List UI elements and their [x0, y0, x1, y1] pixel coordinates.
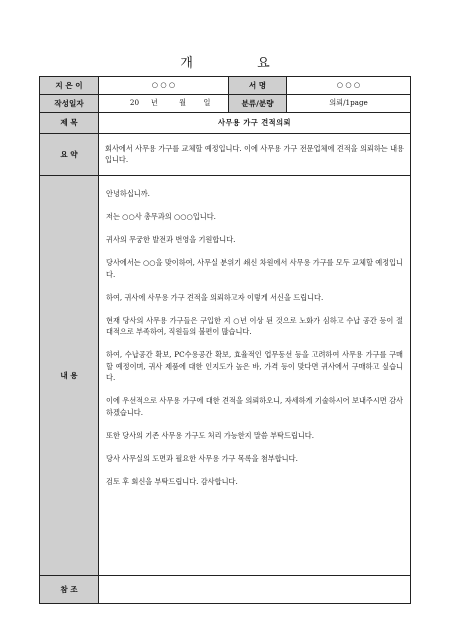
author-row — [40, 77, 411, 95]
subject-row — [40, 113, 411, 134]
content-paragraph: 귀사의 무궁한 발전과 번영을 기원합니다. — [106, 235, 236, 245]
category-label: 분류/분량 — [229, 95, 287, 113]
date-year: 20 — [129, 98, 140, 108]
author-label: 지 은 이 — [40, 77, 99, 95]
date-month-unit: 월 — [179, 98, 187, 108]
signature-value: ○ ○ ○ — [287, 77, 411, 95]
date-day-unit: 일 — [203, 98, 211, 108]
content-paragraph: 하여, 귀사에 사무용 가구 견적을 의뢰하고자 이렇게 서신을 드립니다. — [106, 292, 324, 302]
summary-row — [40, 134, 411, 176]
subject-value: 사무용 가구 견적의뢰 — [99, 113, 411, 134]
author-value: ○ ○ ○ — [99, 77, 229, 95]
date-value — [99, 95, 229, 113]
subject-label: 제 목 — [40, 113, 99, 134]
summary-label: 요 약 — [40, 134, 99, 176]
content-paragraph: 또한 당사의 기존 사무용 가구도 처리 가능한지 말씀 부탁드립니다. — [106, 430, 315, 440]
summary-value: 회사에서 사무용 가구를 교체할 예정입니다. 이에 사무용 가구 전문업체에 견적을 의뢰하는 내용입니다. — [99, 134, 411, 176]
content-label: 내 용 — [40, 176, 99, 576]
content-paragraph: 당사에서는 ○○을 맞이하여, 사무실 분위기 쇄신 차원에서 사무용 가구를 모두 교체할 예정입니다. — [106, 258, 403, 279]
content-paragraph: 저는 ○○사 총무과의 ○○○입니다. — [106, 212, 216, 222]
content-paragraph: 현재 당사의 사무용 가구들은 구입한 지 ○년 이상 된 것으로 노화가 심하고 수납 공간 등이 절대적으로 부족하여, 직원들의 불편이 많습니다. — [106, 315, 403, 337]
reference-value — [99, 576, 411, 604]
reference-label: 참 조 — [40, 576, 99, 604]
date-year-unit: 년 — [150, 98, 158, 108]
category-value: 의뢰/1page — [287, 95, 411, 113]
content-row — [40, 176, 411, 576]
date-row — [40, 95, 411, 113]
content-paragraph: 안녕하십니까. — [106, 189, 150, 198]
content-body — [99, 176, 411, 576]
content-paragraph: 당사 사무실의 도면과 필요한 사무용 가구 목록을 첨부합니다. — [106, 453, 298, 463]
date-label: 작성일자 — [40, 95, 99, 113]
reference-row — [40, 576, 411, 604]
content-paragraph: 이에 우선적으로 사무용 가구에 대한 견적을 의뢰하오니, 자세하게 기술하시어 보내주시면 감사하겠습니다. — [106, 396, 403, 417]
page-title: 개 요 — [180, 56, 300, 71]
summary-form-table — [39, 76, 411, 604]
content-paragraph: 하여, 수납공간 확보, PC수용공간 확보, 효율적인 업무동선 등을 고려하여 사무용 가구를 구매할 예정이며, 귀사 제품에 대한 인지도가 높은 바, 가격 등이 맞다면 귀사에서 구매하고 싶습니다. — [106, 350, 403, 383]
content-paragraph: 검토 후 회신을 부탁드립니다. 감사합니다. — [106, 476, 238, 486]
signature-label: 서 명 — [229, 77, 287, 95]
